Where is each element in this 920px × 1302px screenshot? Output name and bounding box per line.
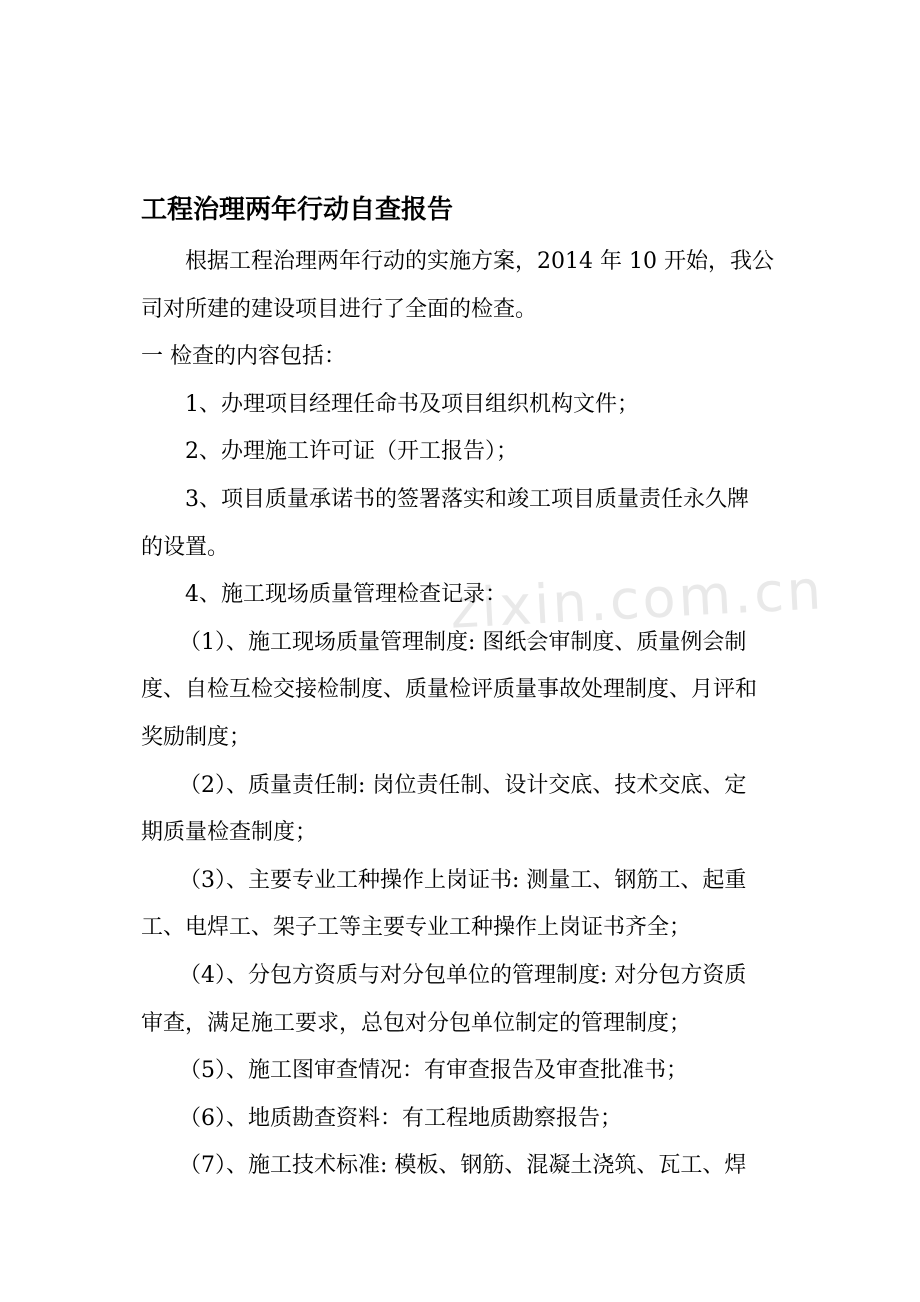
paragraph-line: 审查，满足施工要求，总包对分包单位制定的管理制度； bbox=[141, 1010, 692, 1036]
list-item: （2）、质量责任制: 岗位责任制、设计交底、技术交底、定 bbox=[179, 772, 747, 798]
list-item: （7）、施工技术标准: 模板、钢筋、混凝土浇筑、瓦工、焊 bbox=[179, 1153, 747, 1179]
paragraph-line: 度、自检互检交接检制度、质量检评质量事故处理制度、月评和 bbox=[141, 677, 758, 703]
list-item: （5）、施工图审查情况：有审查报告及审查批准书； bbox=[179, 1058, 688, 1084]
list-item: 3、项目质量承诺书的签署落实和竣工项目质量责任永久牌 bbox=[185, 486, 749, 512]
list-item: 4、施工现场质量管理检查记录： bbox=[185, 582, 507, 608]
document-body bbox=[141, 238, 783, 1190]
list-item: （3）、主要专业工种操作上岗证书: 测量工、钢筋工、起重 bbox=[179, 867, 747, 893]
list-item: （6）、地质勘查资料：有工程地质勘察报告； bbox=[179, 1105, 622, 1131]
section-heading: 一 检查的内容包括： bbox=[141, 344, 346, 370]
list-item: （1）、施工现场质量管理制度: 图纸会审制度、质量例会制 bbox=[179, 629, 747, 655]
watermark: zixin.com.cn bbox=[448, 558, 826, 641]
paragraph-line: 期质量检查制度； bbox=[141, 820, 318, 846]
paragraph-line: 奖励制度； bbox=[141, 724, 252, 750]
paragraph-line: 司对所建的建设项目进行了全面的检查。 bbox=[141, 296, 538, 322]
paragraph-line: 工、电焊工、架子工等主要专业工种操作上岗证书齐全； bbox=[141, 915, 692, 941]
paragraph-line: 的设置。 bbox=[141, 534, 230, 560]
document-title: 工程治理两年行动自查报告 bbox=[141, 195, 454, 225]
list-item: 1、办理项目经理任命书及项目组织机构文件； bbox=[185, 391, 639, 417]
list-item: 2、办理施工许可证（开工报告）； bbox=[185, 439, 518, 465]
paragraph-line: 根据工程治理两年行动的实施方案，2014 年 10 开始，我公 bbox=[185, 249, 774, 274]
list-item: （4）、分包方资质与对分包单位的管理制度: 对分包方资质 bbox=[179, 962, 747, 988]
